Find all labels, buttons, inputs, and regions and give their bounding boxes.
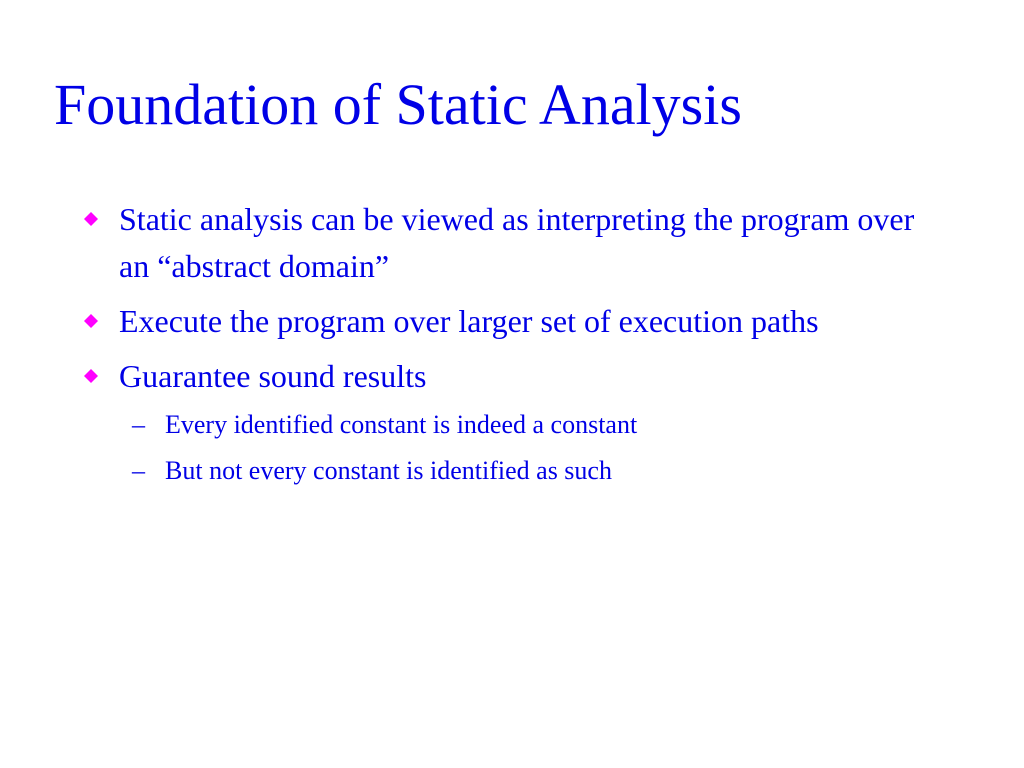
bullet-item [82, 196, 942, 290]
sub-bullet-text: But not every constant is identified as such [165, 456, 612, 485]
slide-title: Foundation of Static Analysis [54, 72, 742, 137]
sub-bullet-item [119, 402, 942, 448]
magenta-diamond-icon [84, 314, 98, 328]
bullet-text: Execute the program over larger set of execution paths [119, 303, 819, 339]
bullet-item [82, 298, 942, 345]
sub-bullet-list [119, 402, 942, 494]
sub-bullet-item [119, 448, 942, 494]
magenta-diamond-icon [84, 212, 98, 226]
bullet-item [82, 353, 942, 494]
bullet-list [82, 196, 942, 502]
dash-marker: – [132, 410, 145, 439]
bullet-text: Guarantee sound results [119, 358, 427, 394]
magenta-diamond-icon [84, 369, 98, 383]
dash-marker: – [132, 456, 145, 485]
bullet-text: Static analysis can be viewed as interpreting the program over an “abstract domain” [119, 201, 915, 284]
sub-bullet-text: Every identified constant is indeed a constant [165, 410, 638, 439]
